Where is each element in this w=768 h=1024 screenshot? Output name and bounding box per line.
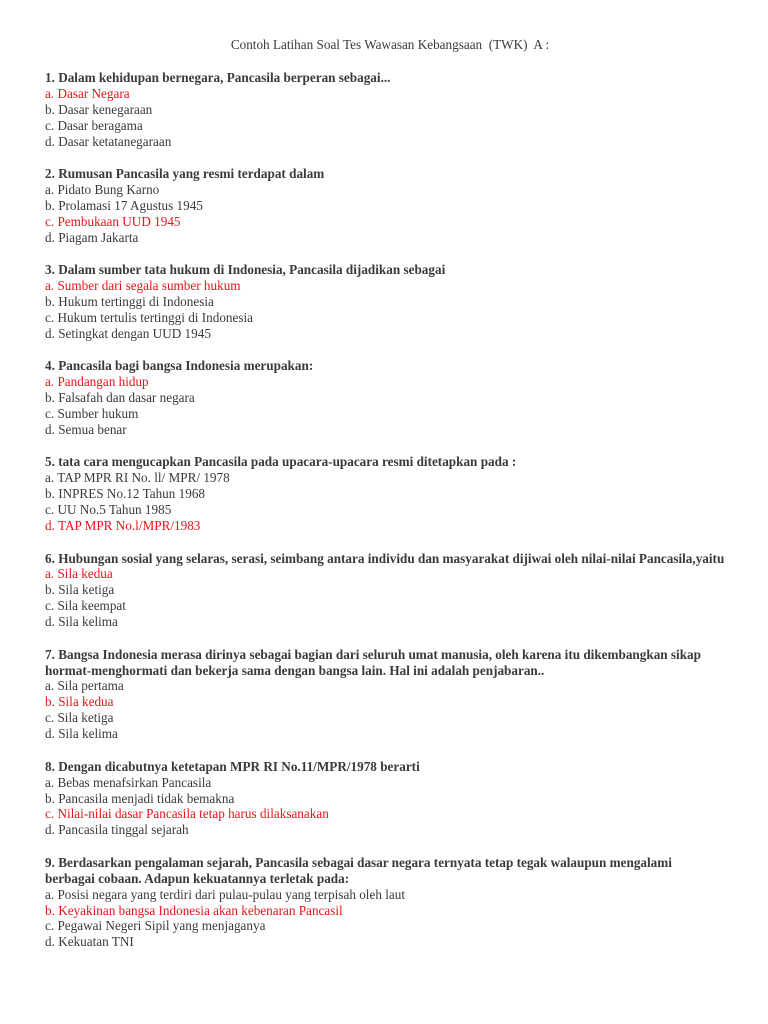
- question-text: 4. Pancasila bagi bangsa Indonesia merupakan:: [45, 358, 314, 374]
- answer-option: d. Kekuatan TNI: [45, 934, 134, 950]
- answer-option: b. Falsafah dan dasar negara: [45, 390, 195, 406]
- answer-option: a. Bebas menafsirkan Pancasila: [45, 774, 212, 790]
- answer-option: d. Dasar ketatanegaraan: [45, 133, 172, 149]
- answer-option-correct: a. Dasar Negara: [45, 85, 130, 101]
- answer-option: c. Sumber hukum: [45, 406, 139, 421]
- question-block: [45, 855, 725, 950]
- answer-option: a. Pidato Bung Karno: [45, 181, 160, 197]
- answer-option: c. Dasar beragama: [45, 117, 143, 133]
- answer-option-correct: a. Sumber dari segala sumber hukum: [45, 278, 241, 294]
- answer-option-correct: a. Sila kedua: [45, 566, 113, 582]
- answer-option: d. Pancasila tinggal sejarah: [45, 822, 189, 838]
- answer-option: c. Sila ketiga: [45, 710, 114, 726]
- question-block: [45, 647, 725, 742]
- answer-option-correct: b. Keyakinan bangsa Indonesia akan kebenaran Pancasil: [45, 902, 343, 918]
- question-block: [45, 454, 725, 534]
- answer-option: c. Sila keempat: [45, 598, 126, 614]
- answer-option: a. Sila pertama: [45, 678, 124, 694]
- question-text: 3. Dalam sumber tata hukum di Indonesia, Pancasila dijadikan sebagai: [45, 262, 446, 278]
- answer-option: b. Prolamasi 17 Agustus 1945: [45, 197, 203, 213]
- answer-option: d. Piagam Jakarta: [45, 229, 139, 245]
- answer-option-correct: d. TAP MPR No.l/MPR/1983: [45, 518, 201, 534]
- answer-option: b. INPRES No.12 Tahun 1968: [45, 486, 206, 502]
- answer-option: d. Sila kelima: [45, 726, 118, 742]
- answer-option-correct: c. Pembukaan UUD 1945: [45, 213, 181, 229]
- answer-option-correct: c. Nilai-nilai dasar Pancasila tetap harus dilaksanakan: [45, 806, 329, 822]
- question-text: 5. tata cara mengucapkan Pancasila pada upacara-upacara resmi ditetapkan pada :: [45, 454, 517, 470]
- question-text: 1. Dalam kehidupan bernegara, Pancasila berperan sebagai...: [45, 69, 391, 85]
- question-block: [45, 70, 725, 150]
- answer-option: b. Sila ketiga: [45, 582, 115, 598]
- question-text: 8. Dengan dicabutnya ketetapan MPR RI No.11/MPR/1978 berarti: [45, 758, 420, 774]
- answer-option: b. Hukum tertinggi di Indonesia: [45, 293, 214, 309]
- answer-option-correct: a. Pandangan hidup: [45, 374, 149, 390]
- question-list: [45, 70, 725, 950]
- answer-option: d. Sila kelima: [45, 614, 118, 630]
- question-text: 2. Rumusan Pancasila yang resmi terdapat dalam: [45, 166, 325, 182]
- document-page: [45, 37, 725, 967]
- answer-option: c. Hukum tertulis tertinggi di Indonesia: [45, 309, 254, 325]
- answer-option: b. Dasar kenegaraan: [45, 101, 153, 117]
- answer-option: a. Posisi negara yang terdiri dari pulau-pulau yang terpisah oleh laut: [45, 886, 405, 902]
- question-block: [45, 551, 725, 631]
- question-text: 7. Bangsa Indonesia merasa dirinya sebagai bagian dari seluruh umat manusia, oleh karena itu dikembangkan sikap hormat-menghormati dan bekerja sama dengan bangsa lain. Hal ini adalah penjabaran..: [45, 646, 701, 678]
- answer-option-correct: b. Sila kedua: [45, 694, 114, 710]
- answer-option: d. Semua benar: [45, 421, 127, 437]
- question-block: [45, 358, 725, 438]
- answer-option: c. Pegawai Negeri Sipil yang menjaganya: [45, 918, 266, 934]
- document-title: Contoh Latihan Soal Tes Wawasan Kebangsaan (TWK) A :: [230, 37, 550, 52]
- question-text: 6. Hubungan sosial yang selaras, serasi, seimbang antara individu dan masyarakat dijiwai oleh nilai-nilai Pancasila,yaitu: [45, 550, 725, 566]
- answer-option: c. UU No.5 Tahun 1985: [45, 502, 172, 518]
- question-block: [45, 262, 725, 342]
- answer-option: d. Setingkat dengan UUD 1945: [45, 325, 211, 341]
- question-text: 9. Berdasarkan pengalaman sejarah, Pancasila sebagai dasar negara ternyata tetap tegak walaupun mengalami berbagai cobaan. Adapun kekuatannya terletak pada:: [45, 854, 672, 886]
- question-block: [45, 166, 725, 246]
- question-block: [45, 759, 725, 839]
- answer-option: b. Pancasila menjadi tidak bemakna: [45, 790, 235, 806]
- answer-option: a. TAP MPR RI No. ll/ MPR/ 1978: [45, 470, 230, 486]
